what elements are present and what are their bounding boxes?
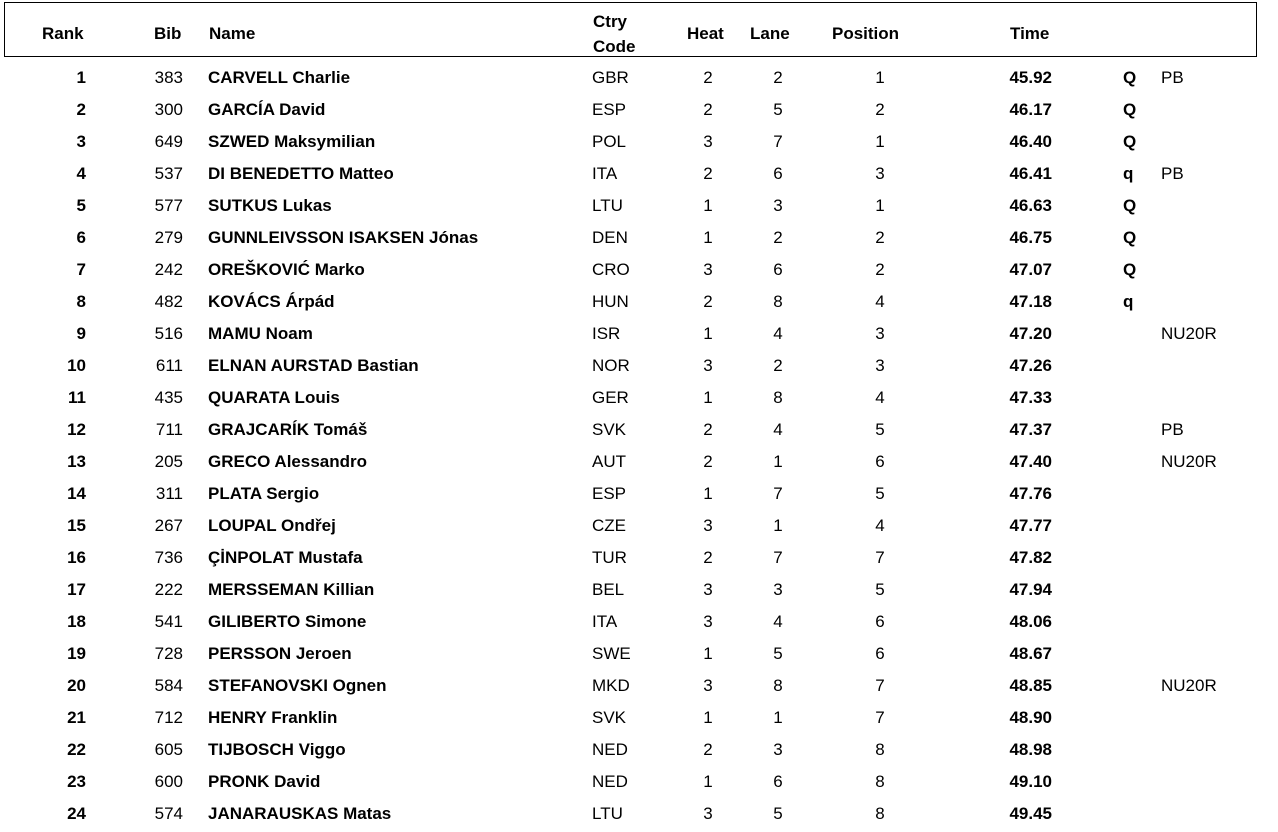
- row-bib: 728: [154, 644, 183, 663]
- row-heat: 2: [703, 740, 713, 759]
- row-bib: 577: [154, 196, 183, 215]
- row-ctry-code: LTU: [592, 804, 623, 823]
- row-lane: 2: [773, 356, 783, 375]
- row-rank: 19: [67, 644, 86, 663]
- row-bib: 311: [155, 484, 183, 503]
- row-ctry-code: ITA: [592, 164, 618, 183]
- row-rank: 7: [76, 260, 86, 279]
- row-time: 47.82: [1009, 548, 1052, 567]
- table-row: [0, 414, 1278, 446]
- row-rank: 6: [76, 228, 86, 247]
- row-position: 3: [875, 164, 885, 183]
- row-bib: 600: [154, 772, 183, 791]
- row-heat: 3: [703, 804, 713, 823]
- row-heat: 3: [703, 260, 713, 279]
- row-name: MAMU Noam: [208, 324, 313, 343]
- row-heat: 3: [703, 356, 713, 375]
- row-heat: 3: [703, 516, 713, 535]
- row-ctry-code: NOR: [592, 356, 630, 375]
- table-row: [0, 510, 1278, 542]
- row-ctry-code: POL: [592, 132, 627, 151]
- row-lane: 7: [773, 548, 783, 567]
- table-row: [0, 638, 1278, 670]
- row-name: ELNAN AURSTAD Bastian: [208, 356, 419, 375]
- row-position: 1: [875, 132, 885, 151]
- row-time: 47.33: [1009, 388, 1052, 407]
- table-row: [0, 446, 1278, 478]
- row-time: 48.06: [1009, 612, 1052, 631]
- header-ctry-line1: Ctry: [593, 12, 628, 31]
- row-bib: 611: [155, 356, 183, 375]
- row-lane: 6: [773, 164, 783, 183]
- row-time: 46.40: [1009, 132, 1052, 151]
- row-position: 6: [875, 612, 885, 631]
- row-qualification: Q: [1123, 132, 1137, 151]
- row-rank: 12: [67, 420, 86, 439]
- row-name: OREŠKOVIĆ Marko: [208, 260, 365, 279]
- row-bib: 516: [154, 324, 183, 343]
- header-position: Position: [832, 24, 900, 43]
- row-time: 48.85: [1009, 676, 1052, 695]
- row-bib: 541: [154, 612, 183, 631]
- table-row: [0, 350, 1278, 382]
- row-bib: 435: [154, 388, 183, 407]
- table-row: [0, 670, 1278, 702]
- row-position: 8: [875, 772, 885, 791]
- row-bib: 649: [154, 132, 183, 151]
- row-lane: 7: [773, 132, 783, 151]
- row-lane: 1: [773, 516, 783, 535]
- row-heat: 1: [703, 196, 713, 215]
- row-rank: 2: [76, 100, 86, 119]
- row-rank: 15: [67, 516, 86, 535]
- row-position: 4: [875, 292, 885, 311]
- table-row: [0, 254, 1278, 286]
- row-position: 1: [875, 196, 885, 215]
- row-ctry-code: HUN: [592, 292, 629, 311]
- row-heat: 1: [703, 228, 713, 247]
- row-rank: 22: [67, 740, 86, 759]
- row-heat: 2: [703, 100, 713, 119]
- row-rank: 11: [68, 388, 86, 407]
- row-lane: 5: [773, 804, 783, 823]
- row-time: 47.18: [1009, 292, 1052, 311]
- row-ctry-code: ITA: [592, 612, 618, 631]
- row-heat: 1: [703, 708, 713, 727]
- row-position: 6: [875, 644, 885, 663]
- row-lane: 2: [773, 68, 783, 87]
- row-time: 48.67: [1009, 644, 1052, 663]
- row-bib: 537: [154, 164, 183, 183]
- row-qualification: Q: [1123, 260, 1137, 279]
- row-qualification: Q: [1123, 68, 1137, 87]
- row-qualification: Q: [1123, 228, 1137, 247]
- table-row: [0, 734, 1278, 766]
- row-position: 5: [875, 580, 885, 599]
- row-heat: 2: [703, 452, 713, 471]
- row-lane: 1: [773, 452, 783, 471]
- row-ctry-code: BEL: [592, 580, 625, 599]
- row-name: PRONK David: [208, 772, 321, 791]
- row-time: 46.17: [1009, 100, 1052, 119]
- table-row: [0, 158, 1278, 190]
- row-lane: 5: [773, 644, 783, 663]
- row-bib: 574: [154, 804, 183, 823]
- row-rank: 24: [67, 804, 86, 823]
- row-rank: 18: [67, 612, 86, 631]
- row-bib: 383: [154, 68, 183, 87]
- row-heat: 3: [703, 132, 713, 151]
- table-row: [0, 798, 1278, 830]
- row-name: LOUPAL Ondřej: [208, 516, 336, 535]
- row-name: STEFANOVSKI Ognen: [208, 676, 387, 695]
- row-heat: 1: [703, 644, 713, 663]
- row-time: 45.92: [1009, 68, 1052, 87]
- row-name: GRAJCARÍK Tomáš: [208, 420, 368, 439]
- row-time: 47.77: [1009, 516, 1052, 535]
- row-heat: 3: [703, 676, 713, 695]
- row-rank: 21: [67, 708, 86, 727]
- row-lane: 3: [773, 740, 783, 759]
- header-rank: Rank: [42, 24, 84, 43]
- row-rank: 17: [67, 580, 86, 599]
- row-heat: 2: [703, 420, 713, 439]
- table-row: [0, 62, 1278, 94]
- row-rank: 20: [67, 676, 86, 695]
- row-bib: 584: [154, 676, 183, 695]
- row-name: GRECO Alessandro: [208, 452, 368, 471]
- row-ctry-code: GER: [592, 388, 629, 407]
- row-bib: 712: [154, 708, 183, 727]
- row-ctry-code: ISR: [592, 324, 621, 343]
- row-lane: 3: [773, 196, 783, 215]
- row-ctry-code: CZE: [592, 516, 626, 535]
- row-heat: 1: [703, 772, 713, 791]
- row-rank: 10: [67, 356, 86, 375]
- table-row: [0, 702, 1278, 734]
- row-name: QUARATA Louis: [208, 388, 340, 407]
- row-bib: 482: [154, 292, 183, 311]
- table-row: [0, 126, 1278, 158]
- row-record-note: PB: [1161, 164, 1184, 183]
- row-bib: 222: [154, 580, 183, 599]
- row-bib: 711: [155, 420, 183, 439]
- row-position: 6: [875, 452, 885, 471]
- row-qualification: Q: [1123, 196, 1137, 215]
- row-lane: 4: [773, 324, 783, 343]
- row-qualification: q: [1123, 292, 1134, 311]
- results-table-header: [4, 2, 1257, 57]
- row-lane: 5: [773, 100, 783, 119]
- row-time: 46.41: [1009, 164, 1052, 183]
- results-table-body: [0, 62, 1278, 830]
- row-bib: 300: [154, 100, 183, 119]
- row-lane: 2: [773, 228, 783, 247]
- header-ctry-line2: Code: [593, 37, 636, 56]
- table-row: [0, 382, 1278, 414]
- row-name: PERSSON Jeroen: [208, 644, 352, 663]
- table-row: [0, 542, 1278, 574]
- row-rank: 13: [67, 452, 86, 471]
- row-heat: 2: [703, 548, 713, 567]
- row-ctry-code: DEN: [592, 228, 628, 247]
- row-name: CARVELL Charlie: [208, 68, 351, 87]
- row-record-note: NU20R: [1161, 324, 1217, 343]
- row-ctry-code: NED: [592, 772, 628, 791]
- row-name: HENRY Franklin: [208, 708, 338, 727]
- table-row: [0, 478, 1278, 510]
- row-qualification: Q: [1123, 100, 1137, 119]
- row-ctry-code: MKD: [592, 676, 630, 695]
- row-ctry-code: SVK: [592, 708, 627, 727]
- row-ctry-code: LTU: [592, 196, 623, 215]
- row-rank: 5: [76, 196, 86, 215]
- row-time: 46.63: [1009, 196, 1052, 215]
- row-position: 7: [875, 676, 885, 695]
- header-lane: Lane: [750, 24, 790, 43]
- row-position: 3: [875, 324, 885, 343]
- row-heat: 2: [703, 292, 713, 311]
- row-lane: 7: [773, 484, 783, 503]
- row-rank: 8: [76, 292, 86, 311]
- row-bib: 605: [154, 740, 183, 759]
- header-name: Name: [209, 24, 256, 43]
- header-bib: Bib: [154, 24, 182, 43]
- row-rank: 9: [76, 324, 86, 343]
- row-record-note: PB: [1161, 68, 1184, 87]
- row-time: 47.76: [1009, 484, 1052, 503]
- header-heat: Heat: [687, 24, 724, 43]
- row-name: SZWED Maksymilian: [208, 132, 376, 151]
- row-bib: 279: [154, 228, 183, 247]
- row-bib: 205: [154, 452, 183, 471]
- row-position: 2: [875, 228, 885, 247]
- row-rank: 14: [67, 484, 86, 503]
- row-lane: 1: [773, 708, 783, 727]
- row-position: 7: [875, 548, 885, 567]
- row-lane: 3: [773, 580, 783, 599]
- row-heat: 1: [703, 484, 713, 503]
- row-ctry-code: NED: [592, 740, 628, 759]
- row-ctry-code: CRO: [592, 260, 630, 279]
- table-row: [0, 574, 1278, 606]
- row-time: 47.94: [1009, 580, 1052, 599]
- row-lane: 4: [773, 612, 783, 631]
- row-qualification: q: [1123, 164, 1134, 183]
- row-heat: 3: [703, 612, 713, 631]
- row-position: 8: [875, 804, 885, 823]
- row-name: DI BENEDETTO Matteo: [208, 164, 394, 183]
- row-name: PLATA Sergio: [208, 484, 320, 503]
- row-lane: 4: [773, 420, 783, 439]
- row-heat: 2: [703, 164, 713, 183]
- table-row: [0, 606, 1278, 638]
- row-time: 47.26: [1009, 356, 1052, 375]
- row-time: 46.75: [1009, 228, 1052, 247]
- row-name: SUTKUS Lukas: [208, 196, 332, 215]
- row-time: 47.07: [1009, 260, 1052, 279]
- row-lane: 8: [773, 676, 783, 695]
- row-record-note: NU20R: [1161, 676, 1217, 695]
- row-record-note: NU20R: [1161, 452, 1217, 471]
- row-lane: 8: [773, 388, 783, 407]
- row-name: GARCÍA David: [208, 100, 326, 119]
- row-rank: 1: [76, 68, 86, 87]
- row-ctry-code: AUT: [592, 452, 626, 471]
- row-time: 49.10: [1009, 772, 1052, 791]
- row-name: KOVÁCS Árpád: [208, 292, 335, 311]
- row-time: 47.40: [1009, 452, 1052, 471]
- row-position: 3: [875, 356, 885, 375]
- table-row: [0, 222, 1278, 254]
- row-lane: 6: [773, 772, 783, 791]
- row-position: 4: [875, 388, 885, 407]
- row-time: 48.98: [1009, 740, 1052, 759]
- row-name: ÇİNPOLAT Mustafa: [208, 548, 363, 567]
- row-heat: 1: [703, 388, 713, 407]
- row-heat: 3: [703, 580, 713, 599]
- row-ctry-code: ESP: [592, 484, 627, 503]
- row-ctry-code: ESP: [592, 100, 627, 119]
- row-name: TIJBOSCH Viggo: [208, 740, 346, 759]
- row-bib: 267: [154, 516, 183, 535]
- row-position: 2: [875, 100, 885, 119]
- row-position: 2: [875, 260, 885, 279]
- row-rank: 23: [67, 772, 86, 791]
- row-position: 5: [875, 484, 885, 503]
- row-bib: 736: [154, 548, 183, 567]
- row-position: 4: [875, 516, 885, 535]
- row-rank: 16: [67, 548, 86, 567]
- row-position: 8: [875, 740, 885, 759]
- row-ctry-code: SVK: [592, 420, 627, 439]
- table-row: [0, 318, 1278, 350]
- row-time: 47.37: [1009, 420, 1052, 439]
- row-ctry-code: SWE: [592, 644, 631, 663]
- table-row: [0, 94, 1278, 126]
- row-name: JANARAUSKAS Matas: [208, 804, 392, 823]
- row-heat: 1: [703, 324, 713, 343]
- row-position: 7: [875, 708, 885, 727]
- row-lane: 8: [773, 292, 783, 311]
- row-position: 5: [875, 420, 885, 439]
- row-name: MERSSEMAN Killian: [208, 580, 375, 599]
- row-ctry-code: GBR: [592, 68, 629, 87]
- row-record-note: PB: [1161, 420, 1184, 439]
- row-time: 48.90: [1009, 708, 1052, 727]
- row-time: 49.45: [1009, 804, 1052, 823]
- row-bib: 242: [154, 260, 183, 279]
- row-name: GILIBERTO Simone: [208, 612, 367, 631]
- row-name: GUNNLEIVSSON ISAKSEN Jónas: [208, 228, 479, 247]
- row-lane: 6: [773, 260, 783, 279]
- row-position: 1: [875, 68, 885, 87]
- header-time: Time: [1010, 24, 1050, 43]
- row-time: 47.20: [1009, 324, 1052, 343]
- table-row: [0, 286, 1278, 318]
- row-heat: 2: [703, 68, 713, 87]
- row-ctry-code: TUR: [592, 548, 627, 567]
- row-rank: 3: [76, 132, 86, 151]
- row-rank: 4: [76, 164, 86, 183]
- table-row: [0, 190, 1278, 222]
- table-row: [0, 766, 1278, 798]
